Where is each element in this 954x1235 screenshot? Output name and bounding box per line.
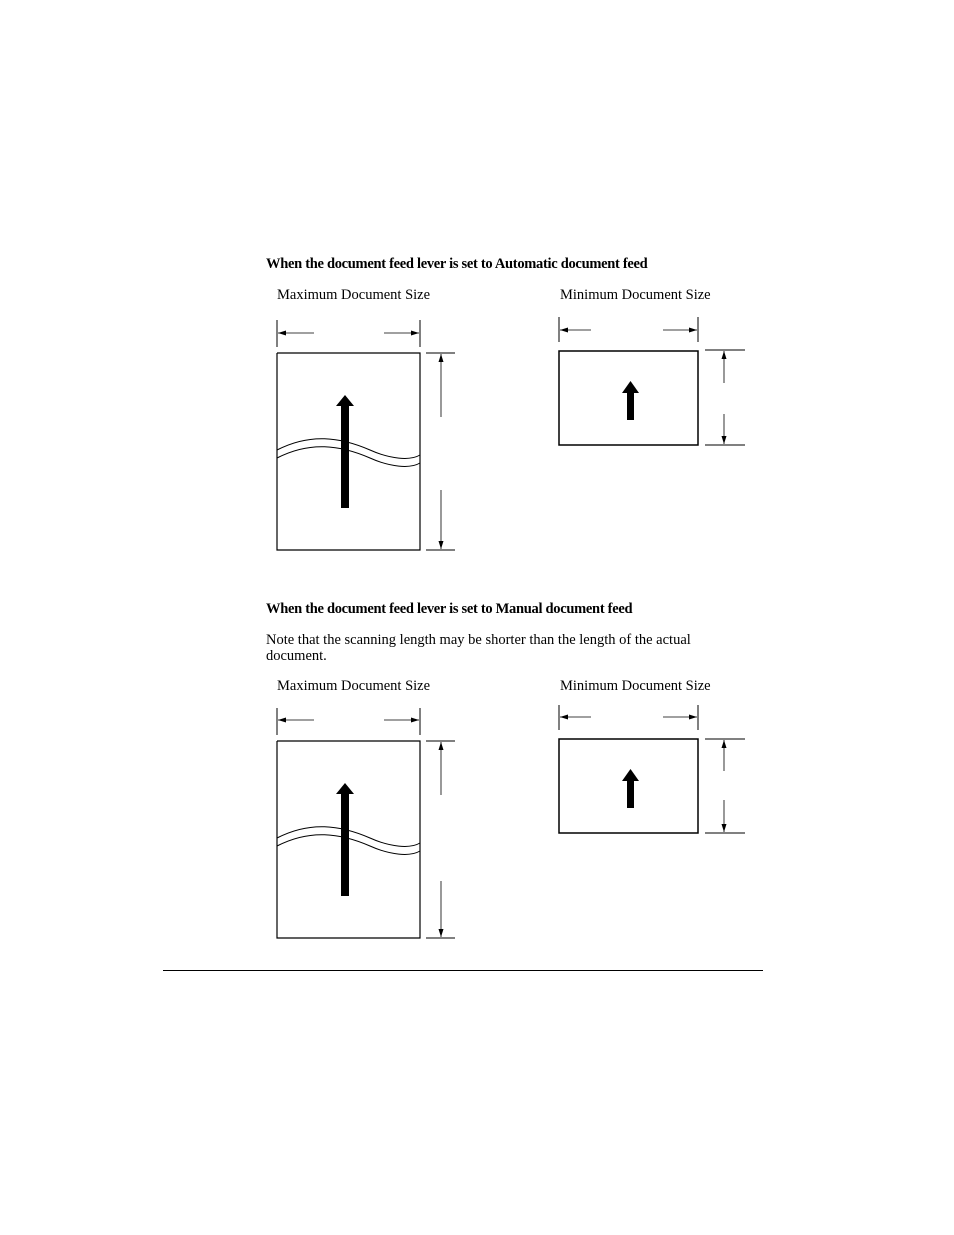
min-document-diagram [553,310,753,455]
footer-divider [163,970,763,971]
width-dimension [277,320,420,347]
min-document-diagram [553,698,753,843]
scanning-length-note: Note that the scanning length may be shorter than the length of the actual document. [266,632,691,664]
min-size-label: Minimum Document Size [560,287,711,303]
max-size-label: Maximum Document Size [277,678,431,694]
feed-direction-arrow-icon [622,769,639,808]
width-dimension [559,705,698,730]
section-heading-manual: When the document feed lever is set to Manual document feed [266,601,633,617]
feed-direction-arrow-icon [622,381,639,420]
width-dimension [277,708,420,735]
length-dimension [426,353,455,550]
max-document-diagram [270,703,470,948]
min-size-label: Minimum Document Size [560,678,711,694]
section-heading-automatic: When the document feed lever is set to Automatic document feed [266,256,648,272]
max-document-diagram [270,315,470,560]
length-dimension [426,741,455,938]
length-dimension [705,739,745,833]
max-size-label: Maximum Document Size [277,287,431,303]
width-dimension [559,317,698,342]
length-dimension [705,350,745,445]
